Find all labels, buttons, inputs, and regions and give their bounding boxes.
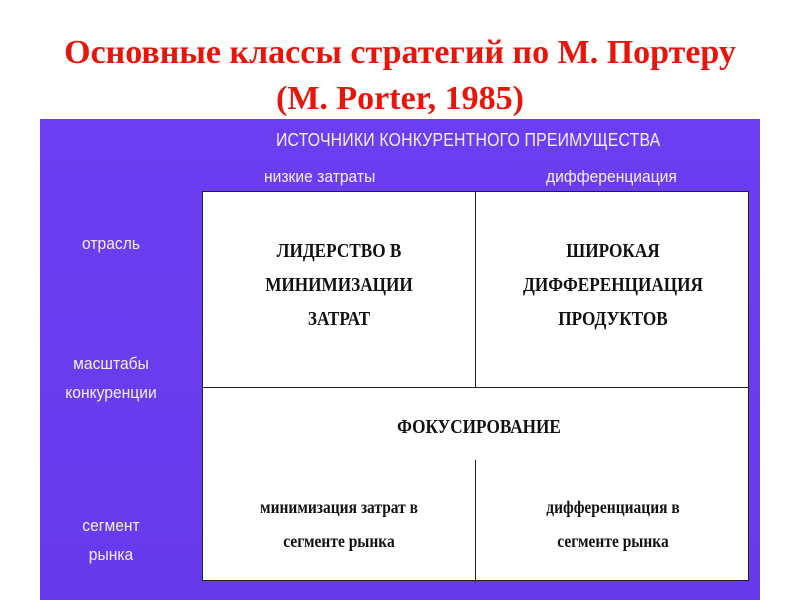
cell-differentiation-focus-line1: дифференциация в — [546, 497, 680, 517]
cell-broad-differentiation-line1: ШИРОКАЯ — [566, 240, 660, 262]
competitive-advantage-header: ИСТОЧНИКИ КОНКУРЕНТНОГО ПРЕИМУЩЕСТВА — [276, 130, 661, 150]
row-label-industry: отрасль — [81, 234, 141, 253]
matrix-divider-vertical-top — [475, 192, 476, 388]
cell-broad-differentiation-line2: ДИФФЕРЕНЦИАЦИЯ — [523, 274, 703, 296]
cell-cost-leadership-line2: МИНИМИЗАЦИИ — [265, 274, 413, 296]
slide-title: Основные классы стратегий по М. Портеру (М. Porter, 1985) — [64, 34, 736, 117]
row-label-market-segment-line1: сегмент — [82, 516, 140, 535]
cell-cost-focus — [222, 490, 456, 558]
row-label-market-segment — [42, 511, 180, 569]
matrix-divider-vertical-bottom — [475, 460, 476, 582]
row-label-competitive-scope-line1: масштабы — [73, 354, 149, 373]
cell-differentiation-focus-line2: сегменте рынка — [557, 531, 669, 551]
cell-cost-focus-line1: минимизация затрат в — [260, 497, 418, 517]
column-label-differentiation: дифференциация — [546, 167, 677, 186]
cell-broad-differentiation-line3: ПРОДУКТОВ — [558, 308, 668, 330]
cell-cost-leadership-line3: ЗАТРАТ — [307, 308, 371, 330]
strategy-panel — [40, 119, 760, 600]
strategy-matrix — [202, 191, 749, 581]
cell-differentiation-focus — [495, 490, 731, 558]
row-label-competitive-scope-line2: конкуренции — [65, 383, 157, 402]
cell-cost-leadership-line1: ЛИДЕРСТВО В — [276, 240, 402, 262]
cell-focus: ФОКУСИРОВАНИЕ — [397, 416, 561, 438]
cell-cost-focus-line2: сегменте рынка — [283, 531, 395, 551]
column-label-low-cost: низкие затраты — [264, 167, 376, 186]
row-label-market-segment-line2: рынка — [88, 545, 134, 564]
cell-cost-leadership — [222, 234, 456, 336]
matrix-divider-horizontal — [203, 387, 748, 388]
row-label-competitive-scope — [42, 349, 180, 407]
cell-broad-differentiation — [495, 234, 731, 336]
